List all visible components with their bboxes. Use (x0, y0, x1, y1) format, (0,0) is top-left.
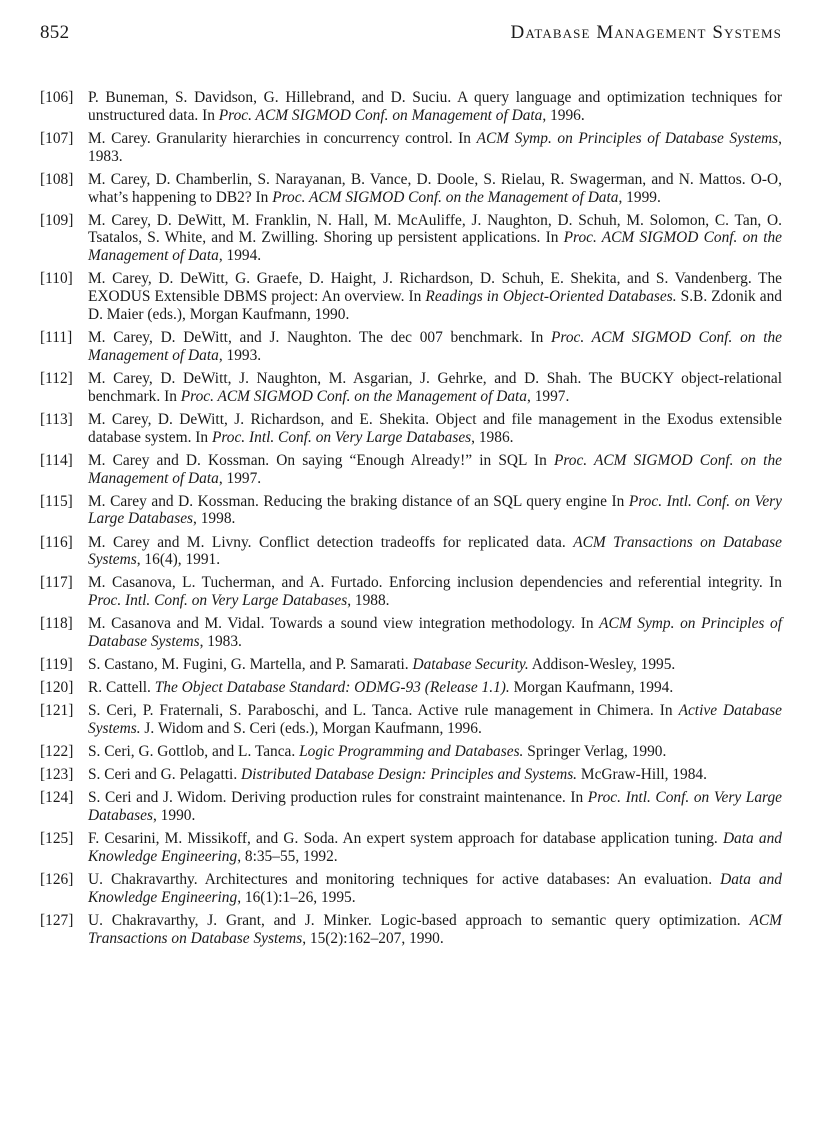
reference-entry (40, 212, 782, 265)
reference-segment: S. Ceri and J. Widom. Deriving production rules for constraint maintenance. In (88, 789, 588, 807)
reference-segment: Morgan Kaufmann, 1994. (509, 679, 674, 697)
reference-venue: Proc. Intl. Conf. on Very Large Databases (88, 492, 782, 528)
reference-segment: S. Ceri, P. Fraternali, S. Paraboschi, and L. Tanca. Active rule management in Chimera. In (88, 702, 679, 720)
reference-venue: Proc. ACM SIGMOD Conf. on the Management of Data (272, 188, 619, 206)
reference-segment: R. Cattell. (88, 679, 155, 697)
reference-entry (40, 130, 782, 166)
reference-segment: McGraw-Hill, 1984. (577, 766, 707, 784)
reference-number: [115] (40, 492, 73, 510)
reference-segment: , 1993. (218, 346, 262, 364)
reference-segment: J. Widom and S. Ceri (eds.), Morgan Kaufmann, 1996. (140, 720, 482, 738)
reference-entry (40, 871, 782, 907)
reference-venue: Database Security. (412, 656, 529, 674)
reference-number: [121] (40, 702, 74, 720)
page-header (40, 22, 782, 48)
reference-text (88, 130, 782, 165)
reference-text (88, 212, 782, 265)
reference-segment: , 16(4), 1991. (136, 551, 221, 569)
reference-segment: Springer Verlag, 1990. (523, 743, 667, 761)
reference-segment: U. Chakravarthy. Architectures and monitoring techniques for active databases: An evaluation. (88, 871, 721, 889)
reference-venue: ACM Symp. on Principles of Database Systems (476, 129, 779, 147)
reference-venue: Proc. ACM SIGMOD Conf. on the Management of Data (88, 329, 782, 364)
reference-entry (40, 493, 782, 529)
reference-segment: , 16(1):1–26, 1995. (237, 889, 356, 907)
reference-venue: Proc. Intl. Conf. on Very Large Databases (88, 592, 348, 610)
reference-entry (40, 89, 782, 125)
reference-text (88, 574, 782, 609)
reference-entry (40, 171, 782, 207)
reference-text (88, 679, 673, 696)
reference-segment: , 1983. (88, 129, 782, 165)
reference-segment: M. Casanova and M. Vidal. Towards a sound view integration methodology. In (88, 615, 600, 633)
reference-number: [119] (40, 656, 73, 674)
reference-segment: , 1986. (471, 428, 514, 446)
reference-venue: Proc. ACM SIGMOD Conf. on the Management of Data (88, 451, 782, 487)
reference-segment: M. Carey and D. Kossman. Reducing the braking distance of an SQL query engine In (88, 492, 629, 510)
reference-venue: Proc. ACM SIGMOD Conf. on the Management of Data (180, 387, 527, 405)
reference-segment: M. Carey, D. DeWitt, J. Naughton, M. Asgarian, J. Gehrke, and D. Shah. The BUCKY object-relational benchmark. In (88, 369, 782, 405)
reference-segment: M. Casanova, L. Tucherman, and A. Furtado. Enforcing inclusion dependencies and referential integrity. In (88, 574, 782, 592)
reference-entry (40, 370, 782, 406)
reference-segment: , 8:35–55, 1992. (237, 848, 338, 866)
reference-segment: M. Carey, D. Chamberlin, S. Narayanan, B. Vance, D. Doole, S. Rielau, R. Swagerman, and N. Mattos. O-O, what’s happening to DB2? In (88, 170, 782, 206)
reference-number: [113] (40, 410, 73, 428)
reference-list (40, 89, 782, 953)
reference-text (88, 329, 782, 364)
reference-text (88, 615, 782, 650)
page-number: 852 (40, 22, 70, 43)
reference-text (88, 912, 782, 947)
reference-text (88, 171, 782, 206)
running-title: Database Management Systems (510, 22, 782, 43)
reference-segment: M. Carey, D. DeWitt, and J. Naughton. The dec 007 benchmark. In (88, 329, 552, 347)
reference-entry (40, 702, 782, 738)
reference-segment: , 1998. (193, 510, 236, 528)
reference-entry (40, 830, 782, 866)
reference-segment: M. Carey, D. DeWitt, G. Graefe, D. Haight, J. Richardson, D. Schuh, E. Shekita, and S. Vandenberg. The EXODUS Extensible DBMS project: An overview. In (88, 270, 782, 306)
reference-number: [108] (40, 170, 74, 188)
reference-segment: P. Buneman, S. Davidson, G. Hillebrand, and D. Suciu. A query language and optimization techniques for unstructured data. In (88, 89, 782, 124)
reference-number: [120] (40, 679, 74, 697)
reference-text (88, 830, 782, 865)
reference-number: [110] (40, 270, 73, 288)
reference-entry (40, 912, 782, 948)
reference-number: [109] (40, 211, 74, 229)
reference-segment: S. Ceri, G. Gottlob, and L. Tanca. (88, 743, 300, 761)
reference-venue: Proc. Intl. Conf. on Very Large Databases (211, 428, 472, 446)
reference-venue: Proc. ACM SIGMOD Conf. on Management of Data (218, 106, 543, 124)
reference-entry (40, 656, 782, 674)
reference-segment: U. Chakravarthy, J. Grant, and J. Minker. Logic-based approach to semantic query optimization. (88, 912, 750, 930)
reference-number: [127] (40, 912, 74, 930)
reference-entry (40, 574, 782, 610)
reference-number: [111] (40, 329, 73, 347)
reference-text (88, 370, 782, 405)
reference-segment: M. Carey, D. DeWitt, M. Franklin, N. Hall, M. McAuliffe, J. Naughton, D. Schuh, M. Solomon, C. Tan, O. Tsatalos, S. White, and M. Zwilling. Shoring up persistent applications. In (88, 211, 782, 247)
reference-text (88, 789, 782, 824)
reference-segment: S. Castano, M. Fugini, G. Martella, and P. Samarati. (88, 656, 413, 674)
reference-segment: , 1999. (618, 188, 661, 206)
reference-entry (40, 452, 782, 488)
reference-number: [112] (40, 369, 73, 387)
reference-number: [124] (40, 789, 74, 807)
reference-number: [114] (40, 451, 73, 469)
reference-entry (40, 615, 782, 651)
reference-segment: S. Ceri and G. Pelagatti. (88, 766, 242, 784)
reference-segment: F. Cesarini, M. Missikoff, and G. Soda. An expert system approach for database application tuning. (88, 830, 723, 848)
reference-venue: Proc. Intl. Conf. on Very Large Databases (88, 789, 782, 825)
reference-venue: Readings in Object-Oriented Databases. (425, 288, 677, 306)
reference-text (88, 534, 782, 569)
reference-number: [123] (40, 766, 74, 784)
reference-text (88, 270, 782, 323)
reference-number: [106] (40, 89, 74, 106)
reference-entry (40, 766, 782, 784)
reference-entry (40, 534, 782, 570)
reference-venue: ACM Symp. on Principles of Database Systems (88, 615, 782, 651)
reference-segment: M. Carey and D. Kossman. On saying “Enough Already!” in SQL In (88, 451, 554, 469)
reference-number: [107] (40, 129, 74, 147)
reference-segment: M. Carey, D. DeWitt, J. Richardson, and E. Shekita. Object and file management in the Exodus extensible database system. In (88, 410, 782, 446)
reference-segment: Addison-Wesley, 1995. (528, 656, 676, 674)
reference-entry (40, 270, 782, 323)
reference-segment: , 1996. (542, 106, 585, 124)
reference-segment: M. Carey. Granularity hierarchies in concurrency control. In (88, 129, 477, 147)
reference-venue: ACM Transactions on Database Systems (88, 912, 782, 947)
reference-text (88, 89, 782, 124)
reference-text (88, 493, 782, 528)
reference-venue: Data and Knowledge Engineering (88, 830, 782, 866)
reference-venue: Active Database Systems. (88, 702, 782, 738)
reference-segment: , 1990. (152, 807, 196, 825)
reference-segment: M. Carey and M. Livny. Conflict detection tradeoffs for replicated data. (88, 533, 574, 551)
reference-text (88, 766, 707, 783)
reference-number: [117] (40, 574, 73, 592)
reference-entry (40, 679, 782, 697)
reference-text (88, 656, 675, 673)
reference-number: [122] (40, 743, 74, 761)
reference-entry (40, 411, 782, 447)
reference-segment: , 15(2):162–207, 1990. (302, 929, 444, 947)
reference-venue: The Object Database Standard: ODMG-93 (Release 1.1). (154, 679, 510, 697)
reference-text (88, 871, 782, 906)
reference-text (88, 452, 782, 487)
reference-entry (40, 329, 782, 365)
reference-segment: , 1997. (218, 469, 262, 487)
reference-number: [116] (40, 533, 73, 551)
reference-venue: Proc. ACM SIGMOD Conf. on the Management of Data (88, 229, 782, 265)
reference-number: [126] (40, 871, 74, 889)
reference-text (88, 743, 666, 760)
reference-segment: , 1983. (199, 633, 242, 651)
reference-venue: Distributed Database Design: Principles and Systems. (241, 766, 578, 784)
reference-venue: Logic Programming and Databases. (299, 743, 524, 761)
reference-venue: ACM Transactions on Database Systems (88, 533, 783, 569)
reference-number: [118] (40, 615, 73, 633)
reference-venue: Data and Knowledge Engineering (88, 871, 782, 907)
reference-number: [125] (40, 830, 74, 848)
reference-entry (40, 789, 782, 825)
reference-entry (40, 743, 782, 761)
reference-segment: , 1997. (527, 387, 570, 405)
reference-text (88, 411, 782, 446)
reference-segment: , 1988. (347, 592, 390, 610)
reference-segment: S.B. Zdonik and D. Maier (eds.), Morgan Kaufmann, 1990. (88, 288, 782, 323)
reference-segment: , 1994. (218, 247, 262, 265)
reference-text (88, 702, 782, 737)
